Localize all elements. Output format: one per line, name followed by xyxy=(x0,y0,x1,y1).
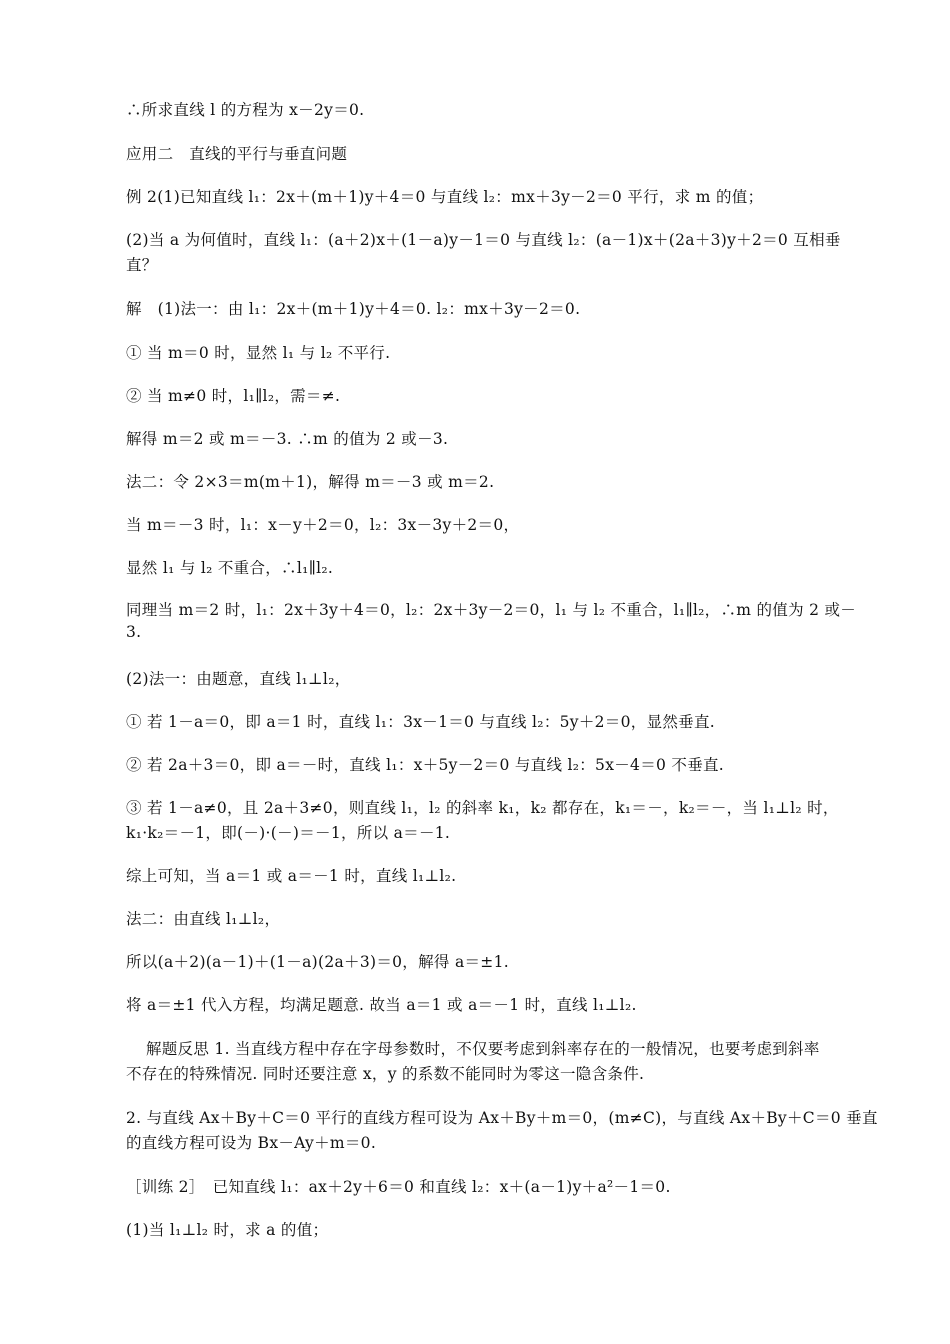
example-2-part-1: 例 2(1)已知直线 l₁：2x＋(m＋1)y＋4＝0 与直线 l₂：mx＋3y－2＝0 平行，求 m 的值； xyxy=(126,188,764,206)
part-2-case-3: ③ 若 1－a≠0，且 2a＋3≠0，则直线 l₁，l₂ 的斜率 k₁，k₂ 都存在，k₁＝－，k₂＝－，当 l₁⊥l₂ 时， xyxy=(126,799,839,817)
example-2-part-2: (2)当 a 为何值时，直线 l₁：(a＋2)x＋(1－a)y－1＝0 与直线 l₂：(a－1)x＋(2a＋3)y＋2＝0 互相垂 xyxy=(126,231,841,249)
solution-m-neg3: 当 m＝－3 时，l₁：x－y＋2＝0，l₂：3x－3y＋2＝0， xyxy=(126,516,520,534)
part-2-conclusion: 将 a＝±1 代入方程，均满足题意. 故当 a＝1 或 a＝－1 时，直线 l₁⊥l₂. xyxy=(126,996,637,1014)
part-2-method-1: (2)法一：由题意，直线 l₁⊥l₂， xyxy=(126,670,351,688)
part-2-case-2: ② 若 2a＋3＝0，即 a＝－时，直线 l₁：x＋5y－2＝0 与直线 l₂：5x－4＝0 不垂直. xyxy=(126,756,725,774)
solution-result: 解得 m＝2 或 m＝－3. ∴m 的值为 2 或－3. xyxy=(126,430,449,448)
part-2-case-1: ① 若 1－a＝0，即 a＝1 时，直线 l₁：3x－1＝0 与直线 l₂：5y＋2＝0，显然垂直. xyxy=(126,713,715,731)
conclusion-line: ∴所求直线 l 的方程为 x－2y＝0. xyxy=(126,101,365,119)
solution-method-1: 解 (1)法一：由 l₁：2x＋(m＋1)y＋4＝0. l₂：mx＋3y－2＝0. xyxy=(126,300,581,318)
solution-method-2: 法二：令 2×3＝m(m＋1)，解得 m＝－3 或 m＝2. xyxy=(126,473,495,491)
solution-m-2: 同理当 m＝2 时，l₁：2x＋3y＋4＝0，l₂：2x＋3y－2＝0，l₁ 与 l₂ 不重合，l₁∥l₂，∴m 的值为 2 或－ xyxy=(126,601,857,619)
reflection-2: 2. 与直线 Ax＋By＋C＝0 平行的直线方程可设为 Ax＋By＋m＝0，(m≠C)，与直线 Ax＋By＋C＝0 垂直 xyxy=(126,1109,878,1127)
section-heading: 应用二 直线的平行与垂直问题 xyxy=(126,145,348,163)
part-2-case-3-cont: k₁·k₂＝－1，即(－)·(－)＝－1，所以 a＝－1. xyxy=(126,824,451,842)
solution-case-2: ② 当 m≠0 时，l₁∥l₂，需＝≠. xyxy=(126,387,341,405)
part-2-summary: 综上可知，当 a＝1 或 a＝－1 时，直线 l₁⊥l₂. xyxy=(126,867,457,885)
reflection-1-cont: 不存在的特殊情况. 同时还要注意 x，y 的系数不能同时为零这一隐含条件. xyxy=(126,1065,645,1083)
solution-m-2-cont: 3. xyxy=(126,623,142,641)
part-2-equation: 所以(a＋2)(a－1)＋(1－a)(2a＋3)＝0，解得 a＝±1. xyxy=(126,953,509,971)
example-2-part-2-cont: 直？ xyxy=(126,256,158,274)
training-2-part-1: (1)当 l₁⊥l₂ 时，求 a 的值； xyxy=(126,1221,329,1239)
solution-not-coincide: 显然 l₁ 与 l₂ 不重合，∴l₁∥l₂. xyxy=(126,559,334,577)
part-2-method-2: 法二：由直线 l₁⊥l₂， xyxy=(126,910,281,928)
reflection-1: 解题反思 1. 当直线方程中存在字母参数时，不仅要考虑到斜率存在的一般情况，也要考虑到斜率 xyxy=(146,1040,820,1058)
training-2: ［训练 2］ 已知直线 l₁：ax＋2y＋6＝0 和直线 l₂：x＋(a－1)y＋a²－1＝0. xyxy=(126,1178,671,1196)
solution-case-1: ① 当 m＝0 时，显然 l₁ 与 l₂ 不平行. xyxy=(126,344,391,362)
reflection-2-cont: 的直线方程可设为 Bx－Ay＋m＝0. xyxy=(126,1134,377,1152)
